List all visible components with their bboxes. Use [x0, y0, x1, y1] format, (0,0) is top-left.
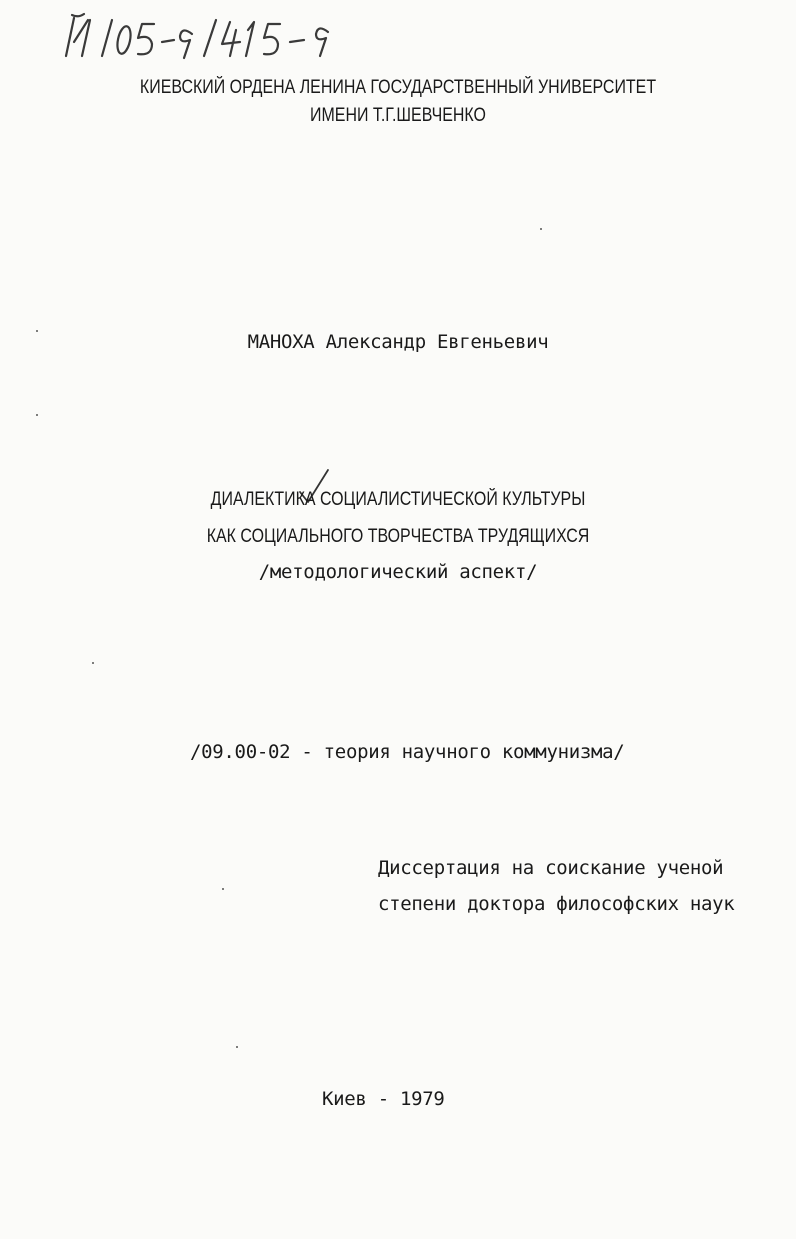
author-name: МАНОХА Александр Евгеньевич [247, 331, 549, 353]
title-line-1: ДИАЛЕКТИКА СОЦИАЛИСТИЧЕСКОЙ КУЛЬТУРЫ [210, 489, 586, 510]
place-and-year: Киев - 1979 [322, 1088, 445, 1110]
scan-speck [222, 888, 224, 890]
title-subtitle: /методологический аспект/ [258, 561, 538, 583]
title-line-2: КАК СОЦИАЛЬНОГО ТВОРЧЕСТВА ТРУДЯЩИХСЯ [206, 526, 590, 547]
dissertation-line-2: степени доктора философских наук [378, 893, 735, 915]
institution-line-2: ИМЕНИ Т.Г.ШЕВЧЕНКО [310, 105, 486, 126]
scan-speck [236, 1046, 238, 1048]
scan-speck [36, 330, 38, 332]
specialty-code: /09.00-02 - теория научного коммунизма/ [190, 741, 625, 763]
scan-speck [92, 662, 94, 664]
scan-speck [36, 414, 38, 416]
handwritten-archive-number [58, 12, 348, 64]
institution-line-1: КИЕВСКИЙ ОРДЕНА ЛЕНИНА ГОСУДАРСТВЕННЫЙ УНИВЕРСИТЕТ [139, 77, 657, 98]
scan-speck [540, 228, 542, 230]
dissertation-line-1: Диссертация на соискание ученой [378, 857, 724, 879]
